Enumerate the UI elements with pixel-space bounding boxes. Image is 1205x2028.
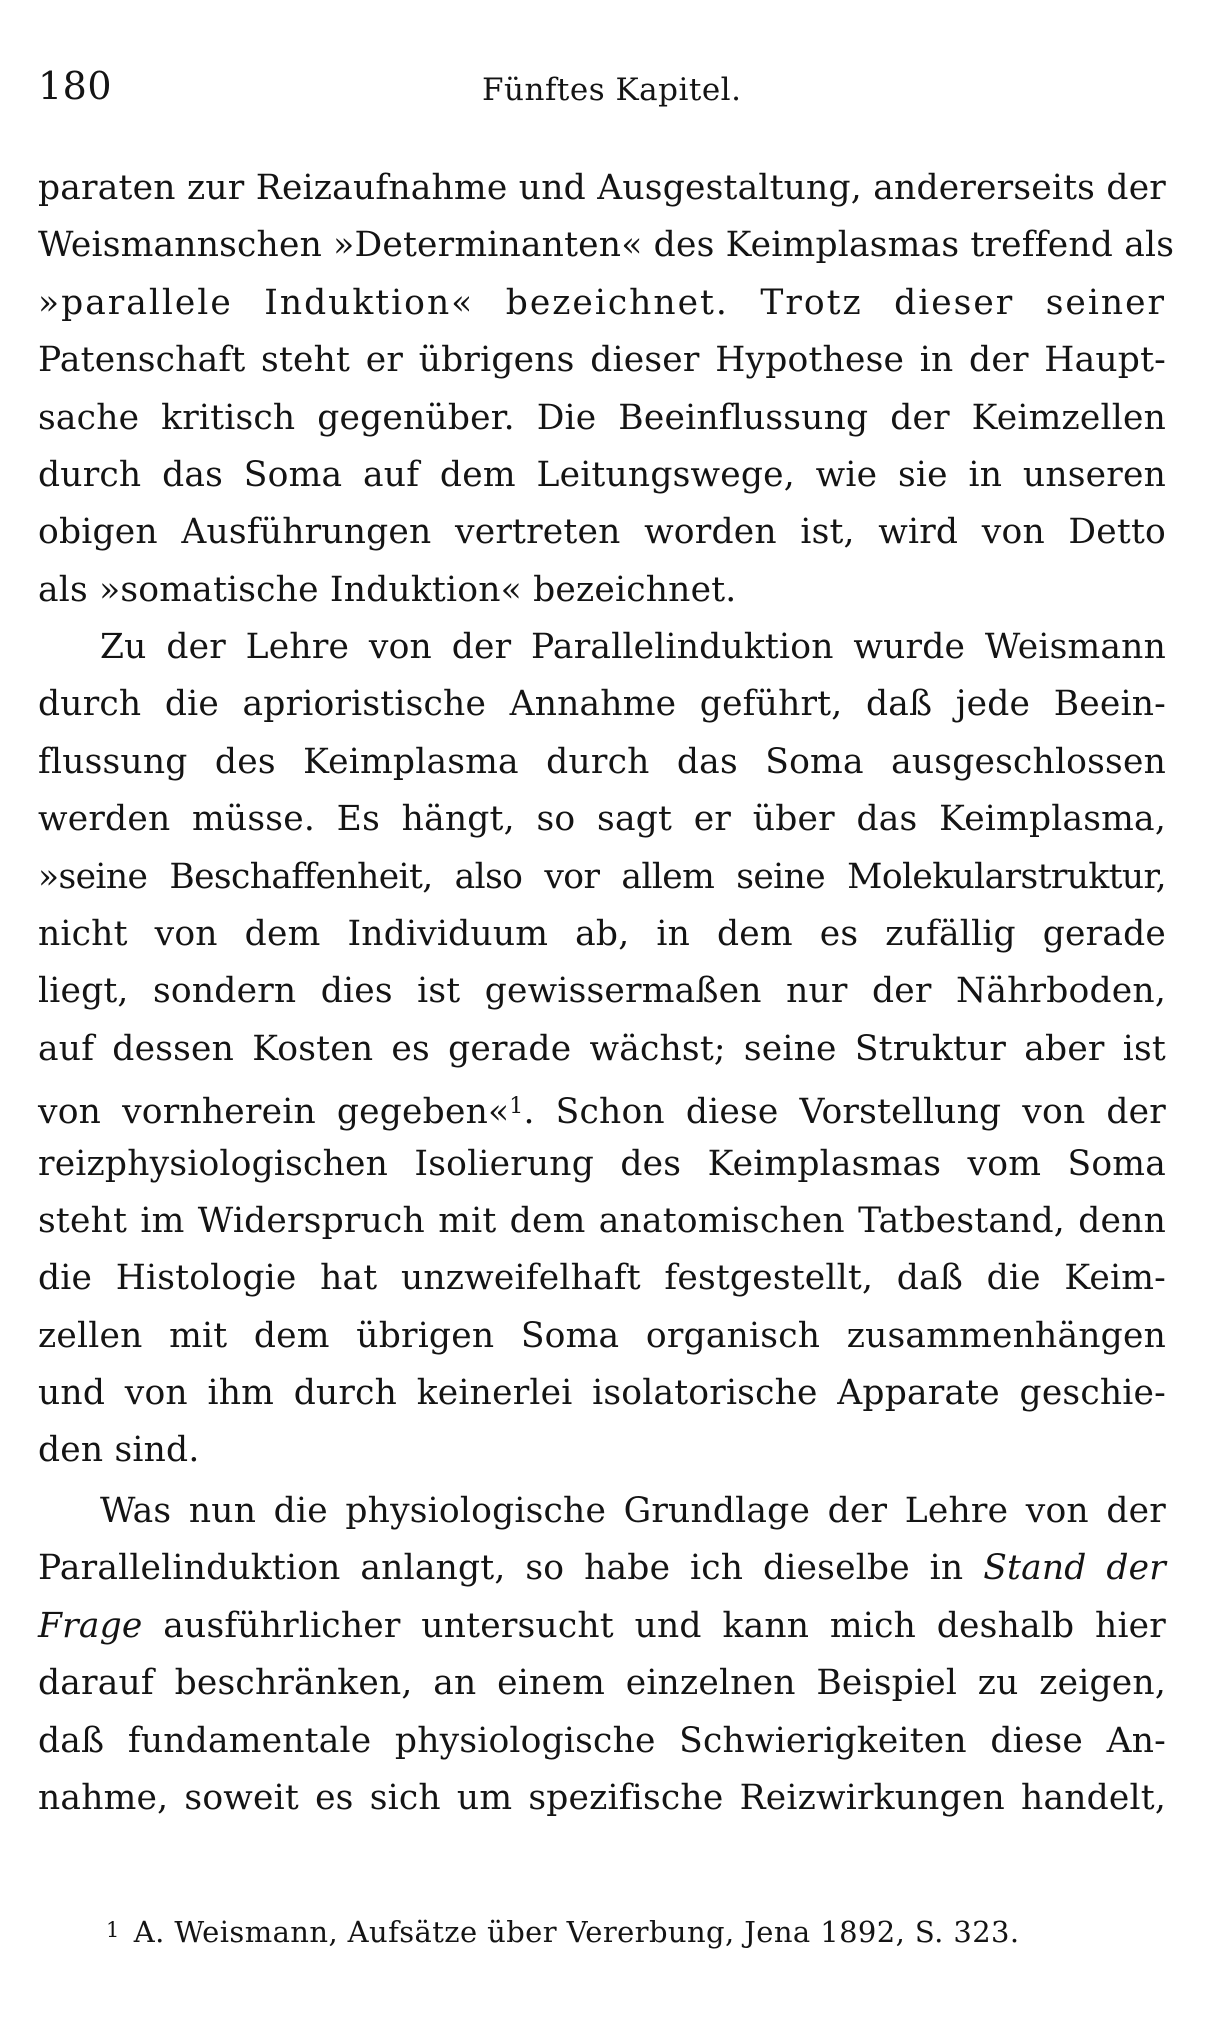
text-line: darauf beschränken, an einem einzelnen Beispiel zu zeigen,: [38, 1663, 1166, 1704]
footnote-text: A. Weismann, Aufsätze über Vererbung, Jena 1892, S. 323.: [133, 1915, 1020, 1949]
italic-title: Stand der: [983, 1548, 1166, 1589]
text-line: liegt, sondern dies ist gewissermaßen nur der Nährboden,: [38, 971, 1166, 1012]
text-line: die Histologie hat unzweifelhaft festgestellt, daß die Keim-: [38, 1258, 1166, 1299]
text-line: Patenschaft steht er übrigens dieser Hypothese in der Haupt-: [38, 340, 1166, 381]
text-line-with-italic: [38, 1540, 1166, 1597]
text-fragment: Parallelinduktion anlangt, so habe ich dieselbe in: [38, 1548, 964, 1589]
text-fragment: . Schon diese Vorstellung von der: [523, 1092, 1166, 1133]
text-line: werden müsse. Es hängt, so sagt er über das Keimplasma,: [38, 799, 1166, 840]
text-line: paraten zur Reizaufnahme und Ausgestaltung, andererseits der: [38, 168, 1166, 208]
text-line: »parallele Induktion« bezeichnet. Trotz dieser seiner: [38, 282, 1166, 323]
running-head: Fünftes Kapitel.: [482, 72, 742, 108]
text-line: »seine Beschaffenheit, also vor allem seine Molekularstruktur,: [38, 856, 1166, 897]
footnote-mark: 1: [106, 1918, 120, 1942]
text-line: steht im Widerspruch mit dem anatomischen Tatbestand, denn: [38, 1200, 1166, 1241]
text-line: den sind.: [38, 1430, 200, 1471]
text-line: und von ihm durch keinerlei isolatorische Apparate geschie-: [38, 1373, 1166, 1414]
text-line: durch das Soma auf dem Leitungswege, wie sie in unseren: [38, 454, 1166, 495]
text-line: sache kritisch gegenüber. Die Beeinflussung der Keimzellen: [38, 397, 1166, 438]
text-line-with-italic: [38, 1598, 1166, 1655]
text-line: als »somatische Induktion« bezeichnet.: [38, 569, 737, 610]
text-line: flussung des Keimplasma durch das Soma ausgeschlossen: [38, 741, 1166, 782]
text-fragment: von vornherein gegeben«: [38, 1092, 510, 1133]
text-line: Weismannschen »Determinanten« des Keimplasmas treffend als: [38, 225, 1175, 266]
text-line: reizphysiologischen Isolierung des Keimplasmas vom Soma: [38, 1143, 1166, 1184]
text-line-with-footnote-ref: [38, 1078, 1166, 1135]
footnote-reference: 1: [509, 1094, 524, 1120]
paragraph-1: [38, 160, 1175, 619]
text-line: auf dessen Kosten es gerade wächst; seine Struktur aber ist: [38, 1028, 1166, 1069]
text-line: zellen mit dem übrigen Soma organisch zusammenhängen: [38, 1315, 1166, 1356]
italic-title: Frage: [38, 1605, 143, 1646]
text-fragment: ausführlicher untersucht und kann mich deshalb hier: [163, 1605, 1166, 1646]
text-line: daß fundamentale physiologische Schwierigkeiten diese An-: [38, 1720, 1166, 1761]
footnote: [106, 1912, 1020, 1950]
text-line: nahme, soweit es sich um spezifische Reizwirkungen handelt,: [38, 1777, 1166, 1818]
paragraph-3: [38, 1483, 1166, 1827]
text-line: Was nun die physiologische Grundlage der Lehre von der: [100, 1491, 1166, 1531]
text-line: nicht von dem Individuum ab, in dem es zufällig gerade: [38, 913, 1166, 954]
text-line: durch die aprioristische Annahme geführt, daß jede Beein-: [38, 684, 1166, 725]
text-line: obigen Ausführungen vertreten worden ist, wird von Detto: [38, 512, 1166, 553]
paragraph-2: [38, 619, 1166, 1480]
text-line: Zu der Lehre von der Parallelinduktion wurde Weismann: [100, 627, 1166, 667]
page-number: 180: [38, 64, 113, 108]
